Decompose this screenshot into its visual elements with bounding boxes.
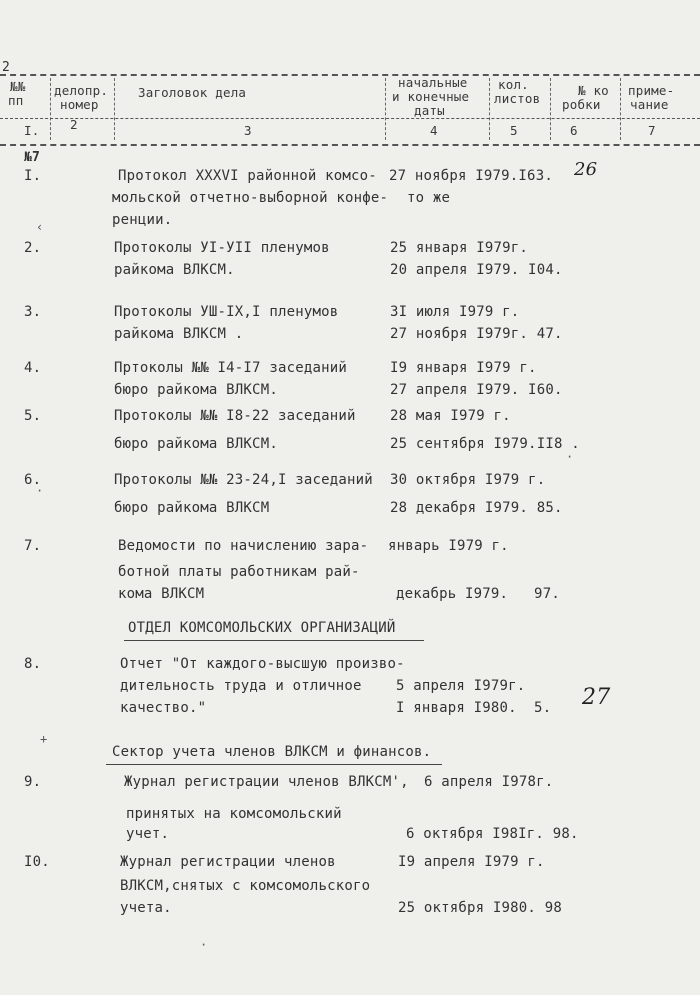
entry-title-line: Протоколы №№ 23-24,I заседаний (114, 472, 373, 488)
entry-number: 3. (24, 304, 42, 320)
page-number: 2 (2, 60, 11, 75)
section-heading-underline (124, 640, 424, 641)
entry-dates: 27 ноября I979г. 47. (390, 326, 563, 342)
entry-title-line: райкома ВЛКСМ . (114, 326, 244, 342)
entry-title-line: ренции. (112, 212, 173, 228)
entry-title-line: мольской отчетно-выборной конфе- (112, 190, 389, 206)
entry-title-line: качество." (120, 700, 207, 716)
entry-title-line: принятых на комсомольский (126, 806, 342, 822)
column-divider (620, 78, 621, 140)
header-col-box-1: № ко (578, 83, 609, 98)
entry-title-line: учет. (126, 826, 170, 842)
entry-dates: 25 октября I980. 98 (398, 900, 562, 916)
header-bottom-rule (0, 144, 700, 146)
entry-title-line: бюро райкома ВЛКСМ. (114, 382, 278, 398)
entry-title-line: Пртоколы №№ I4-I7 заседаний (114, 360, 347, 376)
entry-title-line: Протоколы УI-УII пленумов (114, 240, 330, 256)
header-col-office-2: номер (60, 97, 99, 112)
entry-number: 2. (24, 240, 42, 256)
entry-dates: I9 января I979 г. (390, 360, 537, 376)
entry-dates: 28 декабря I979. 85. (390, 500, 563, 516)
column-divider (114, 78, 115, 140)
entry-title-line: райкома ВЛКСМ. (114, 262, 235, 278)
entry-number: 7. (24, 538, 42, 554)
entry-number: 4. (24, 360, 42, 376)
stray-mark: · (36, 484, 44, 498)
entry-dates: 25 января I979г. (390, 240, 529, 256)
header-mid-rule (0, 118, 700, 119)
entry-dates: 5 апреля I979г. (396, 678, 526, 694)
column-number: 7 (648, 123, 656, 138)
header-col-note-2: чание (630, 97, 669, 112)
header-col-office-1: делопр. (54, 83, 109, 98)
entry-handwritten-note: 26 (574, 159, 598, 180)
section-heading-underline (106, 764, 442, 765)
entry-dates: 27 апреля I979. I60. (390, 382, 563, 398)
column-number: 5 (510, 123, 518, 138)
header-col-number-2: пп (8, 93, 24, 108)
entry-number: 9. (24, 774, 42, 790)
entry-dates: I января I980. 5. (396, 700, 552, 716)
entry-title-line: учета. (120, 900, 172, 916)
stray-mark: ‹ (36, 220, 44, 234)
entry-title-line: Журнал регистрации членов (120, 854, 336, 870)
section-heading-sector: Сектор учета членов ВЛКСМ и финансов. (112, 744, 432, 760)
entry-title-line: Отчет "От каждого-высшую произво- (120, 656, 405, 672)
entry-title-line: Протоколы УШ-IX,I пленумов (114, 304, 339, 320)
entry-dates: 27 ноября I979.I63. (389, 168, 553, 184)
header-col-sheets-1: кол. (498, 77, 529, 92)
header-col-sheets-2: листов (494, 91, 541, 106)
entry-dates: то же (407, 190, 451, 206)
entry-title-line: бюро райкома ВЛКСМ. (114, 436, 278, 452)
column-divider (550, 78, 551, 140)
header-col-dates-1: начальные (398, 75, 468, 90)
entry-dates: 20 апреля I979. I04. (390, 262, 563, 278)
column-number: I. (24, 123, 40, 138)
column-divider (489, 78, 490, 140)
header-col-dates-2: и конечные (392, 89, 470, 104)
entry-title-line: бюро райкома ВЛКСМ (114, 500, 270, 516)
entry-title-line: дительность труда и отличное (120, 678, 362, 694)
entry-title-line: Ведомости по начислению зара- (118, 538, 369, 554)
entry-dates: декабрь I979. 97. (396, 586, 560, 602)
header-col-number-1: №№ (10, 79, 26, 94)
entry-title-line: кома ВЛКСМ (118, 586, 205, 602)
entry-title-line: ботной платы работникам рай- (118, 564, 360, 580)
column-number: 4 (430, 123, 438, 138)
entry-title-line: ВЛКСМ,снятых с комсомольского (120, 878, 371, 894)
entry-title-line: Протоколы №№ I8-22 заседаний (114, 408, 356, 424)
header-col-box-2: робки (562, 97, 601, 112)
entry-dates: 6 октября I98Iг. 98. (406, 826, 579, 842)
entry-dates: 25 сентября I979.II8 . (390, 436, 580, 452)
entry-handwritten-note: 27 (582, 685, 611, 710)
stray-mark: · (566, 450, 574, 464)
entry-number: 5. (24, 408, 42, 424)
stray-mark: + (40, 732, 48, 746)
entry-dates: 6 апреля I978г. (424, 774, 554, 790)
header-top-rule (0, 74, 700, 76)
entry-stamp: №7 (24, 150, 41, 165)
column-divider (385, 78, 386, 140)
column-number: 6 (570, 123, 578, 138)
column-divider (50, 78, 51, 140)
entry-number: 6. (24, 472, 42, 488)
entry-number: 8. (24, 656, 42, 672)
entry-dates: 28 мая I979 г. (390, 408, 511, 424)
entry-dates: январь I979 г. (388, 538, 509, 554)
header-col-note-1: приме- (628, 83, 675, 98)
stray-mark: · (200, 938, 208, 952)
section-heading-department: ОТДЕЛ КОМСОМОЛЬСКИХ ОРГАНИЗАЦИЙ (128, 620, 396, 636)
entry-dates: I9 апреля I979 г. (398, 854, 545, 870)
column-number: 2 (70, 117, 78, 132)
header-col-dates-3: даты (414, 103, 445, 118)
entry-dates: 3I июля I979 г. (390, 304, 520, 320)
entry-title-line: Протокол XXXVI районной комсо- (118, 168, 377, 184)
entry-dates: 30 октября I979 г. (390, 472, 546, 488)
header-col-title: Заголовок дела (138, 85, 247, 100)
entry-number: I. (24, 168, 42, 184)
entry-title-line: Журнал регистрации членов ВЛКСМ', (124, 774, 409, 790)
column-number: 3 (244, 123, 252, 138)
entry-number: I0. (24, 854, 50, 870)
